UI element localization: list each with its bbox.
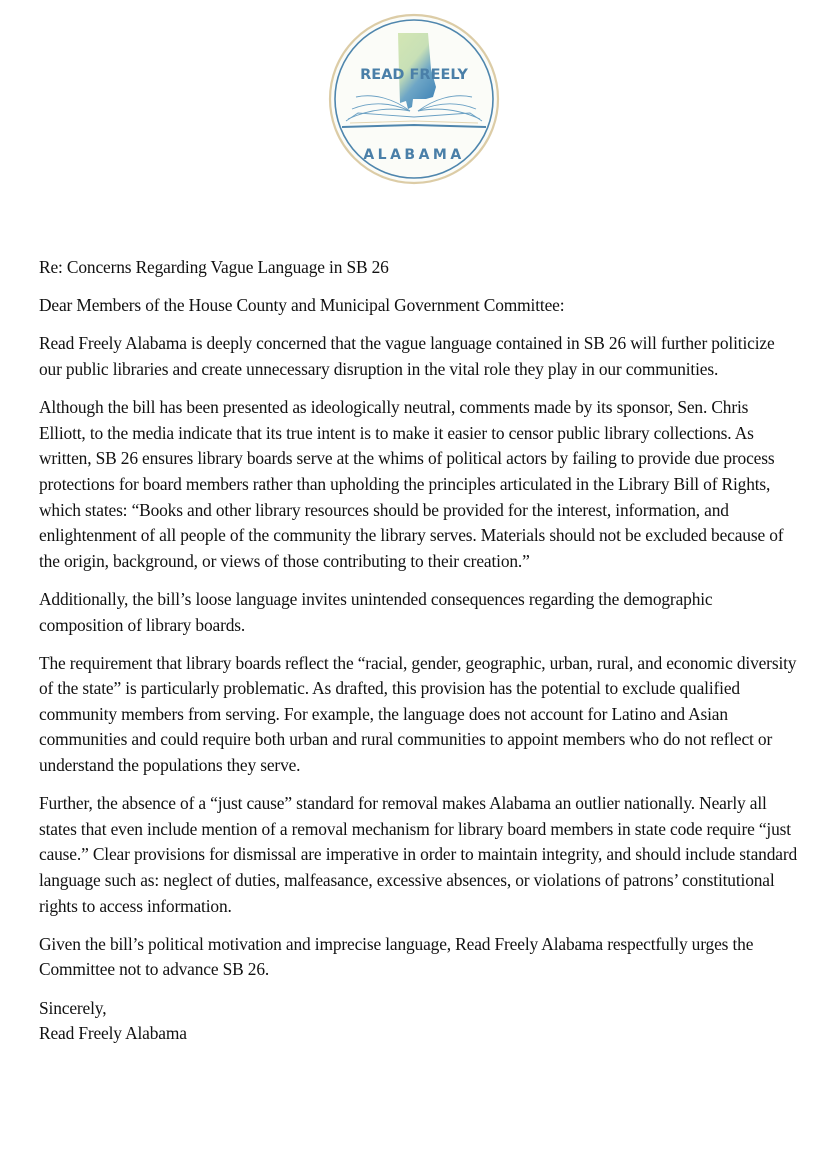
letter-paragraph: Read Freely Alabama is deeply concerned that the vague language contained in SB 26 will further politicize our public libraries and create unnecessary disruption in the vital role they play in our communities. [39,333,775,379]
letter-paragraph: Although the bill has been presented as ideologically neutral, comments made by its sponsor, Sen. Chris Elliott, to the media indicate that its true intent is to make it easier to censor public library collections. As written, SB 26 ensures library boards serve at the whims of political actors by failing to provide due process protections for board members rather than upholding the principles articulated in the Library Bill of Rights, which states: “Books and other library resources should be provided for the interest, information, and enlightenment of all people of the community the library serves. Materials should not be excluded because of the origin, background, or views of those contributing to their creation.” [39,397,784,571]
letter-salutation: Dear Members of the House County and Municipal Government Committee: [39,295,565,316]
letter-paragraph: Additionally, the bill’s loose language invites unintended consequences regarding the demographic composition of library boards. [39,588,713,635]
letter-body [39,255,799,1047]
letter-paragraph: Given the bill’s political motivation and imprecise language, Read Freely Alabama respectfully urges the Committee not to advance SB 26. [39,933,754,980]
letter-paragraph: Further, the absence of a “just cause” standard for removal makes Alabama an outlier nationally. Nearly all states that even include mention of a removal mechanism for library board members in state code require “just cause.” Clear provisions for dismissal are imperative in order to maintain integrity, and should include standard language such as: neglect of duties, malfeasance, excessive absences, or violations of patrons’ constitutional rights to access information. [39,793,798,916]
letter-closing: Sincerely, [39,997,107,1018]
logo-emblem-icon [328,13,500,185]
letter-signature: Read Freely Alabama [39,1023,187,1044]
logo-top-text: READ FREELY [360,67,468,83]
letter-subject: Re: Concerns Regarding Vague Language in SB 26 [39,257,389,277]
logo-bottom-text: ALABAMA [363,147,465,163]
read-freely-alabama-logo [328,13,500,185]
letter-paragraph: The requirement that library boards reflect the “racial, gender, geographic, urban, rural, and economic diversity of the state” is particularly problematic. As drafted, this provision has the potential to exclude qualified community members from serving. For example, the language does not account for Latino and Asian communities and could require both urban and rural communities to appoint members who do not reflect or understand the populations they serve. [39,652,797,776]
